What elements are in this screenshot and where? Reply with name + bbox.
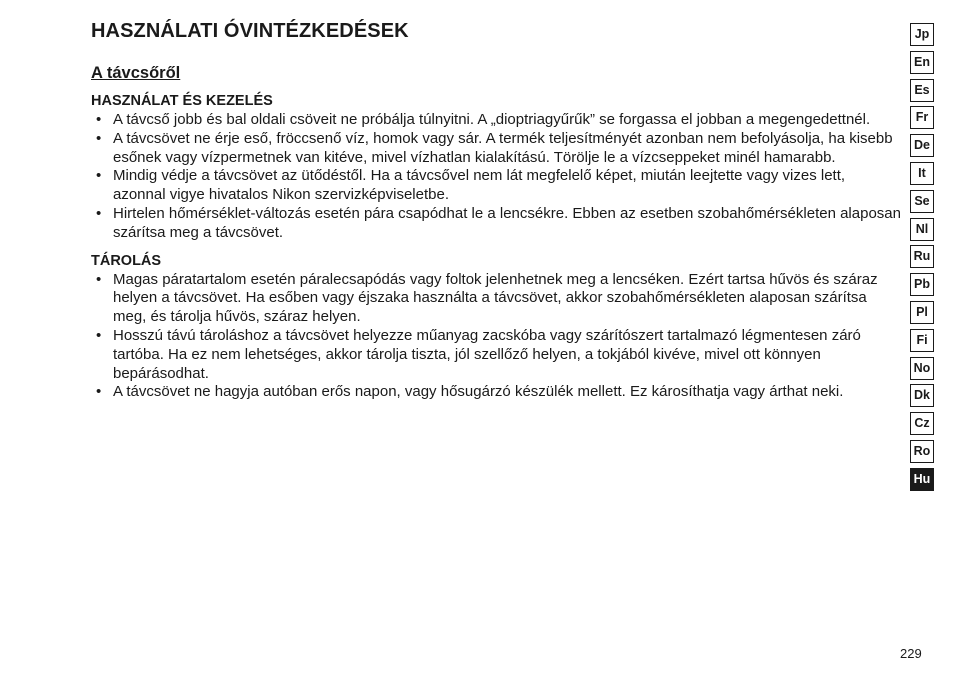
page-title: HASZNÁLATI ÓVINTÉZKEDÉSEK — [91, 20, 409, 42]
bullet-icon: • — [96, 111, 102, 128]
bullet-icon: • — [96, 270, 102, 288]
list-item — [91, 271, 901, 327]
subtitle: A távcsőről — [91, 64, 181, 82]
language-tab-pb[interactable]: Pb — [910, 273, 934, 296]
language-tab-jp[interactable]: Jp — [910, 23, 934, 46]
bullet-icon: • — [96, 383, 102, 401]
list-item-text: A távcsövet ne hagyja autóban erős napon, vagy hősugárzó készülék mellett. Ez károsíthatja vagy árthat neki. — [113, 383, 844, 401]
language-tab-fi[interactable]: Fi — [910, 329, 934, 352]
language-tab-no[interactable]: No — [910, 357, 934, 380]
bullet-icon: • — [96, 129, 102, 147]
language-tab-se[interactable]: Se — [910, 190, 934, 213]
language-tab-it[interactable]: It — [910, 162, 934, 185]
list-item-text: A távcső jobb és bal oldali csöveit ne próbálja túlnyitni. A „dioptriagyűrűk” se forgassa el jobban a megengedettnél. — [113, 111, 871, 128]
bullet-icon: • — [96, 204, 102, 222]
section-heading-usage: HASZNÁLAT ÉS KEZELÉS — [91, 93, 273, 109]
list-item — [91, 167, 901, 205]
language-tab-cz[interactable]: Cz — [910, 412, 934, 435]
language-tab-en[interactable]: En — [910, 51, 934, 74]
language-tab-nl[interactable]: Nl — [910, 218, 934, 241]
bullet-icon: • — [96, 326, 102, 344]
list-item — [91, 205, 901, 243]
usage-list — [91, 111, 901, 243]
document-body — [91, 18, 901, 402]
list-item — [91, 130, 901, 168]
language-tab-de[interactable]: De — [910, 134, 934, 157]
language-tab-dk[interactable]: Dk — [910, 384, 934, 407]
list-item-text: Magas páratartalom esetén páralecsapódás vagy foltok jelenhetnek meg a lencséken. Ezért tartsa hűvös és száraz helyen a távcsövet. Ha esőben vagy éjszaka használta a távcsövet, akkor szobahőmérsékleten alaposan szárítsa meg, és tárolja hűvös, száraz helyen. — [113, 270, 878, 326]
language-tab-ro[interactable]: Ro — [910, 440, 934, 463]
language-tab-ru[interactable]: Ru — [910, 245, 934, 268]
language-tab-hu[interactable]: Hu — [910, 468, 934, 491]
list-item — [91, 383, 901, 402]
language-tab-fr[interactable]: Fr — [910, 106, 934, 129]
list-item-text: A távcsövet ne érje eső, fröccsenő víz, homok vagy sár. A termék teljesítményét azonban nem befolyásolja, ha kisebb esőnek vagy vízpermetnek van kitéve, mivel vízhatlan kialakítású. Törölje le a vízcseppeket minél hamarabb. — [113, 129, 893, 166]
section-heading-storage: TÁROLÁS — [91, 252, 162, 269]
page-number: 229 — [900, 646, 922, 661]
list-item — [91, 111, 901, 130]
language-tab-pl[interactable]: Pl — [910, 301, 934, 324]
language-tabs — [910, 23, 934, 496]
list-item-text: Hosszú távú tároláshoz a távcsövet helyezze műanyag zacskóba vagy szárítószert tartalmazó légmentesen záró tartóba. Ha ez nem lehetséges, akkor tárolja tiszta, jól szellőző helyen, a tokjából kivéve, mivel ott könnyen bepárásodhat. — [113, 326, 861, 382]
list-item-text: Hirtelen hőmérséklet-változás esetén pára csapódhat le a lencsékre. Ebben az esetben szobahőmérsékleten alaposan szárítsa meg a távcsövet. — [113, 204, 901, 241]
storage-list — [91, 271, 901, 403]
list-item-text: Mindig védje a távcsövet az ütődéstől. Ha a távcsővel nem lát megfelelő képet, miután leejtette vagy vizes lett, azonnal vigye hivatalos Nikon szervizképviseletbe. — [113, 167, 846, 204]
bullet-icon: • — [96, 167, 102, 185]
language-tab-es[interactable]: Es — [910, 79, 934, 102]
list-item — [91, 327, 901, 383]
